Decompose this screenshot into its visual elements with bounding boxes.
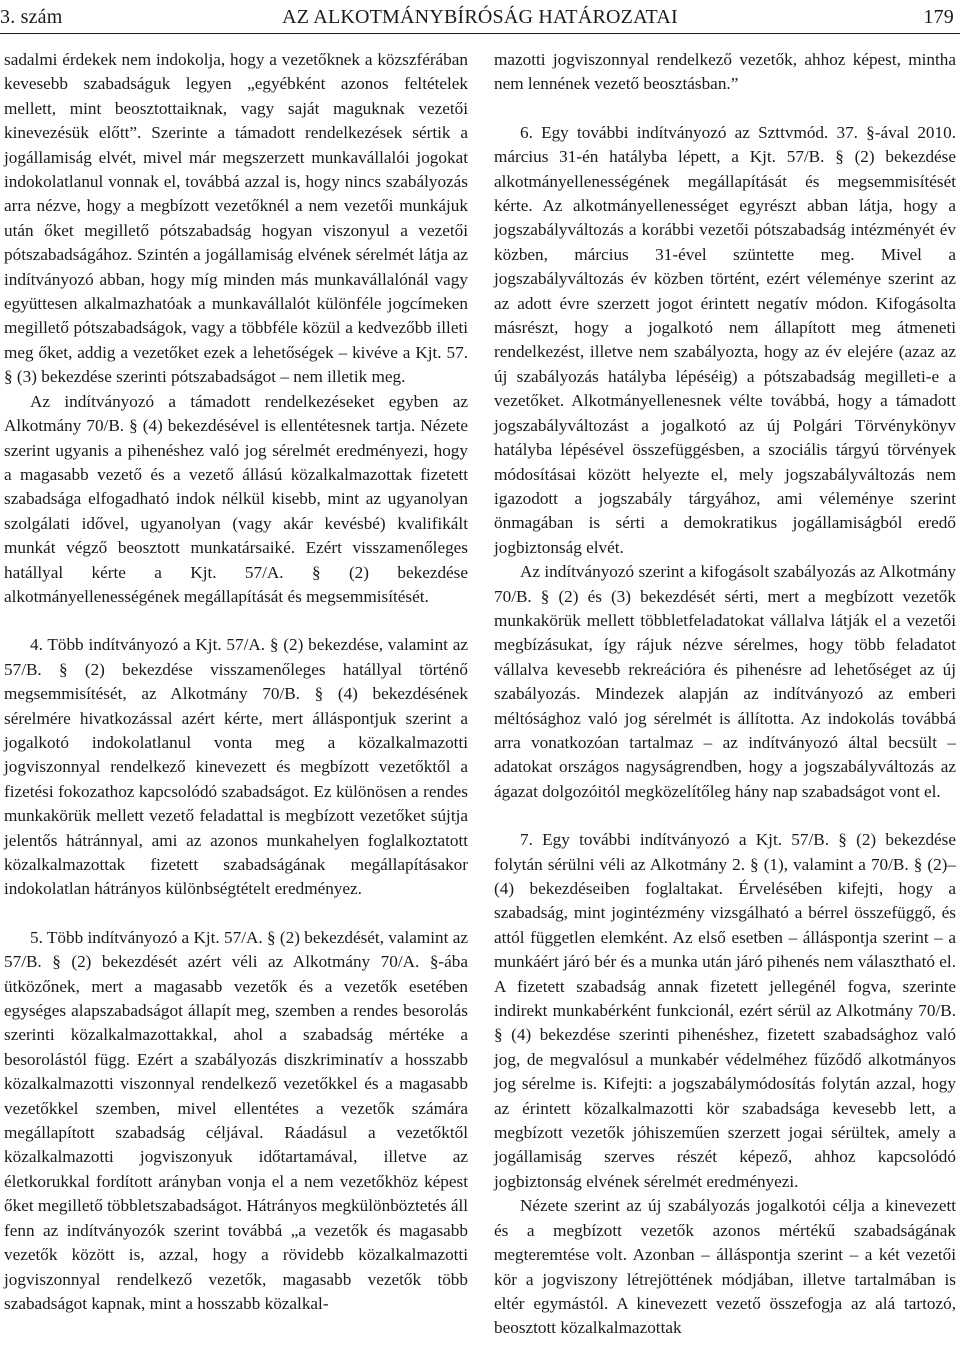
paragraph: mazotti jogviszonnyal rendelkező vezetők, ahhoz képest, mintha nem lennének vezető beosztásban.” [494,50,956,94]
section-spacer [4,609,468,633]
journal-title: AZ ALKOTMÁNYBÍRÓSÁG HATÁROZATAI [282,6,678,28]
page-number: 179 [923,6,954,28]
section-spacer [4,902,468,926]
page-header [0,0,960,34]
paragraph: 6. Egy további indítványozó az Szttvmód. 37. §-ával 2010. március 31-én hatályba lépett, a Kjt. 57/B. § (2) bekezdése alkotmányellenességének megállapítását és megsemmisítését kérte. Az alkotmányellenességet egyrészt abban látja, hogy a jogszabályváltozás a korábbi vezetői pótszabadság intézményét év közben, március 31-ével szüntette meg. Mivel a jogszabályváltozás év közben történt, ezért véleménye szerint az az adott évre szerzett jogot érintett negatív módon. Kifogásolta másrészt, hogy a jogalkotó nem állapított meg átmeneti rendelkezést, illetve nem szabályozta, hogy az év elejére (azaz az új szabályozás hatályba lépéséig) a pótszabadság megilleti-e a vezetőket. Alkotmányellenesnek vélte továbbá, hogy a támadott jogszabályváltozást a jogalkotó az új Polgári Törvénykönyv hatályba lépésével összefüggésben, a szociális tárgyú törvények módosításai között helyezte el, mely jogszabályváltozás nem igazodott a jogszabály tárgyához, ami véleménye szerint önmagában is sérti a demokratikus jogállamiságból eredő jogbiztonság elvét. [494,122,956,557]
paragraph: 4. Több indítványozó a Kjt. 57/A. § (2) bekezdése, valamint az 57/B. § (2) bekezdése visszamenőleges hatállyal történő megsemmisítését, az Alkotmány 70/B. § (4) bekezdésének sérelmére hivatkozással azért kérte, mert álláspontjuk szerint a jogalkotó indokolatlanul vonta meg a közalkalmazotti jogviszonnyal rendelkező kinevezett és megbízott vezetőktől a fizetési fokozathoz kapcsolódó szabadságot. Ez különösen a rendes munkakörük mellett vezető feladattal is megbízott vezetőket sújtja jelentős hátránnyal, ami az azonos munkahelyen foglalkoztatott közalkalmazottak fizetett szabadságának megállapításakor indokolatlan hátrányos különbségtételt eredményez. [4,635,468,899]
issue-number: 3. szám [0,6,63,28]
paragraph: 7. Egy további indítványozó a Kjt. 57/B. § (2) bekezdése folytán sérülni véli az Alkotmány 2. § (1), valamint a 70/B. § (2)–(4) bekezdéseiben foglaltakat. Érvelésében kifejti, hogy a szabadság, mint jogintézmény vizsgálható a bérrel összefüggő, és attól független elemként. Az első esetben – álláspontja szerint – a munkáért járó bér és a munka után járó pihenés nem választható el. A fizetett szabadság annak fizetett jellegénél fogva, szerinte indirekt munkabérként funkcionál, ezért sérül az Alkotmány 70/B. § (4) bekezdése szerinti pihenéshez, fizetett szabadsághoz való jog, de megvalósul a munkabér védelméhez fűződő alkotmányos jog sérelme is. Kifejti: a jogszabálymódosítás folytán azzal, hogy az érintett közalkalmazotti kör szabadsága kevesebb lett, a megbízott vezetők jóhiszeműen szerzett jogai sérültek, amely a jogállamiság szerves részét képező, ahhoz kapcsolódó jogbiztonság elvének sérelmét eredményezi. [494,830,956,1191]
header-rule [0,33,960,34]
section-spacer [494,804,956,828]
paragraph: sadalmi érdekek nem indokolja, hogy a vezetőknek a közszférában kevesebb szabadságuk legyen „egyébként azonos feltételek mellett, mint beosztottaiknak, vagy saját maguknak vezetői kinevezésük előtt”. Szerinte a támadott rendelkezések sértik a jogállamiság elvét, mivel már megszerzett munkavállalói jogokat indokolatlanul vonnak el, továbbá azzal is, hogy nincs szabályozás arra nézve, hogy a megbízott vezetőknél a nem vezetői munkájuk után őket megillető pótszabadság hogyan viszonyul a vezetői pótszabadságához. Szintén a jogállamiság elvének sérelmét látja az indítványozó abban, hogy míg minden más munkavállalónál vagy együttesen alkalmazhatóak a munkavállalót különféle jogcímeken megillető pótszabadságok, vagy a többféle közül a kedvezőbb illeti meg őket, addig a vezetőket ezek a lehetőségek – kivéve a Kjt. 57. § (3) bekezdése szerinti pótszabadságot – nem illetik meg. [4,50,468,387]
right-column [494,48,956,1341]
paragraph: Az indítványozó szerint a kifogásolt szabályozás az Alkotmány 70/B. § (2) és (3) bekezdését sérti, mert a megbízott vezetők munkakörük mellett többletfeladatokat vállalva látják el a vezetői megbízásukat, így rájuk nézve sérelmes, hogy több feladatot vállalva kevesebb rekreációra és pihenésre ad lehetőséget az új szabályozás. Mindezek alapján az indítványozó az emberi méltósághoz való jog sérelmét is állította. Az indokolás továbbá arra vonatkozóan tartalmaz – az indítványozó által becsült – adatokat országos nagyságrendben, hogy a jogszabályváltozás az ágazat dolgozóitól megközelítőleg hány nap szabadságot vont el. [494,562,956,801]
section-spacer [494,97,956,121]
paragraph: Nézete szerint az új szabályozás jogalkotói célja a kinevezett és a megbízott vezetők azonos mértékű szabadságának megteremtése volt. Azonban – álláspontja szerint – a két vezetői kör a jogviszony létrejöttének módjában, illetve tartalmában is eltér egymástól. A kinevezett vezető összefogja az alá tartozó, beosztott közalkalmazottak [494,1196,956,1338]
left-column [4,48,468,1316]
paragraph: 5. Több indítványozó a Kjt. 57/A. § (2) bekezdését, valamint az 57/B. § (2) bekezdését azért véli az Alkotmány 70/A. §-ába ütközőnek, mert a magasabb vezetők és a vezetők esetében egységes alapszabadságot állapít meg, szemben a rendes besorolás szerinti közalkalmazottakkal, ahol a szabadság mértéke a besorolástól függ. Ezért a szabályozás diszkriminatív a hosszabb közalkalmazotti viszonnyal rendelkező vezetőkkel és a magasabb vezetőkkel szemben, mivel ellentétes a vezetők számára megállapított szabadság céljával. Ráadásul a vezetőktől közalkalmazotti jogviszonyuk időtartamával, illetve az életkorukkal fordított arányban vonja el a nem vezetőkhöz képest őket megillető többletszabadságot. Hátrányos megkülönböztetés áll fenn az indítványozók szerint továbbá „a vezetők és magasabb vezetők között is, azzal, hogy a rövidebb közalkalmazotti jogviszonnyal rendelkező vezetők, magasabb vezetők több szabadságot kapnak, mint a hosszabb közalkal- [4,927,468,1313]
paragraph: Az indítványozó a támadott rendelkezéseket egyben az Alkotmány 70/B. § (4) bekezdésével is ellentétesnek tartja. Nézete szerint ugyanis a pihenéshez való jog sérelmét eredményezi, hogy a magasabb vezető és a vezető állású közalkalmazottak fizetett szabadsága elfogadható indok nélkül kisebb, mint az ugyanolyan szolgálati idővel, ugyanolyan (vagy akár kevésbé) kvalifikált munkát végző beosztott munkatársaiké. Ezért visszamenőleges hatállyal kérte a Kjt. 57/A. § (2) bekezdése alkotmányellenességének megállapítását és megsemmisítését. [4,391,468,606]
